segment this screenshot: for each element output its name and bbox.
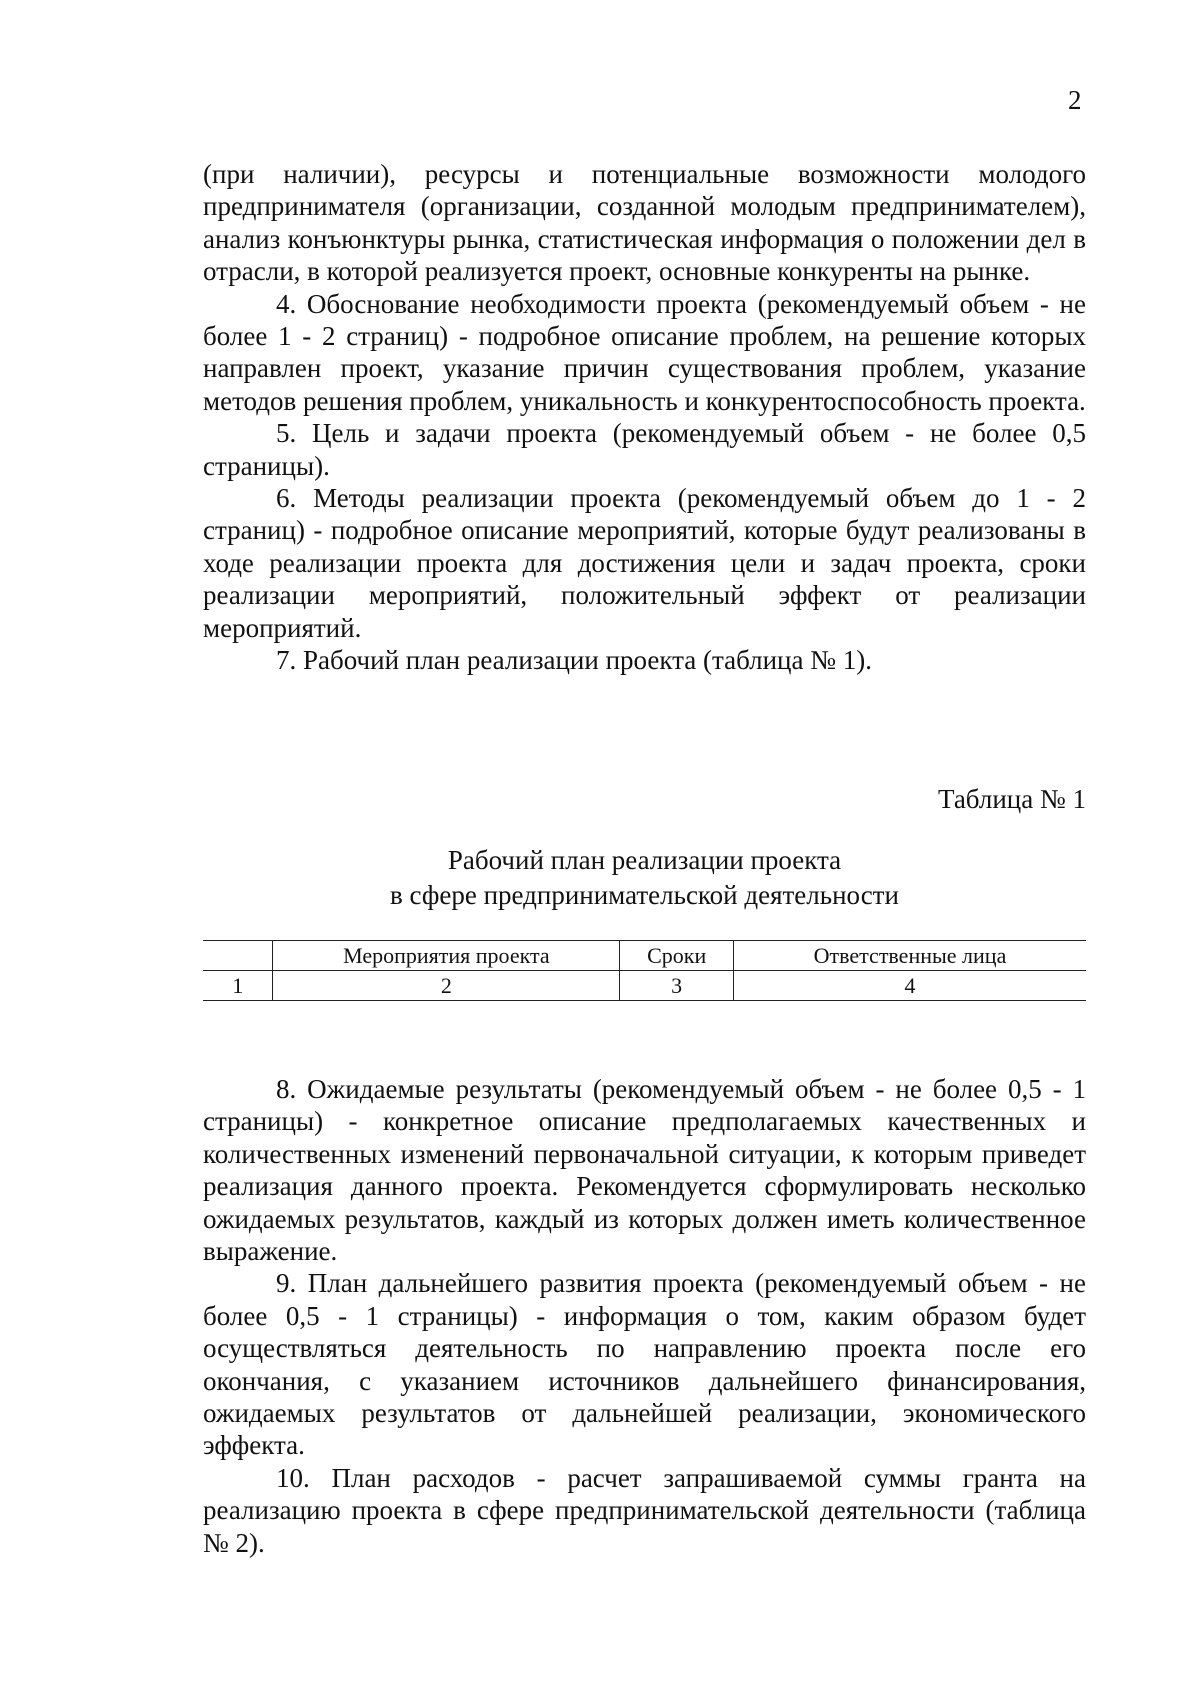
top-text-block [203,158,1086,677]
paragraph-item-4: 4. Обоснование необходимости проекта (рекомендуемый объем - не более 1 - 2 страниц) - подробное описание проблем, на решение которых направлен проект, указание причин существования проблем, указание методов решения проблем, уникальность и конкурентоспособность проекта. [203,288,1086,416]
paragraph-item-5: 5. Цель и задачи проекта (рекомендуемый объем - не более 0,5 страницы). [203,418,1086,481]
paragraph-item-6: 6. Методы реализации проекта (рекомендуемый объем до 1 - 2 страниц) - подробное описание мероприятий, которые будут реализованы в ходе реализации проекта для достижения цели и задач проекта, сроки реализации мероприятий, положительный эффект от реализации мероприятий. [203,483,1086,643]
table-title-line-1: Рабочий план реализации проекта [447,845,842,875]
header-cell-number [203,941,273,971]
table-cell: 4 [733,971,1086,1001]
paragraph-continuation: (при наличии), ресурсы и потенциальные возможности молодого предпринимателя (организации, созданной молодым предпринимателем), анализ конъюнктуры рынка, статистическая информация о положении дел в отрасли, в которой реализуется проект, основные конкуренты на рынке. [203,159,1086,287]
paragraph-item-10: 10. План расходов - расчет запрашиваемой суммы гранта на реализацию проекта в сфере предпринимательской деятельности (таблица № 2). [203,1462,1086,1558]
paragraph-item-9: 9. План дальнейшего развития проекта (рекомендуемый объем - не более 0,5 - 1 страницы) - информация о том, каким образом будет осуществляться деятельность по направлению проекта после его окончания, с указанием источников дальнейшего финансирования, ожидаемых результатов от дальнейшей реализации, экономического эффекта. [203,1268,1086,1461]
table-cell: 2 [273,971,620,1001]
work-plan-table [203,940,1086,1001]
paragraph-item-7: 7. Рабочий план реализации проекта (таблица № 1). [276,645,872,676]
paragraph-item-8: 8. Ожидаемые результаты (рекомендуемый объем - не более 0,5 - 1 страницы) - конкретное описание предполагаемых качественных и количественных изменений первоначальной ситуации, к которым приведет реализация данного проекта. Рекомендуется сформулировать несколько ожидаемых результатов, каждый из которых должен иметь количественное выражение. [203,1074,1086,1267]
table-number-row [203,971,1086,1001]
table-header-row [203,941,1086,971]
page-number: 2 [1068,85,1082,115]
table-label: Таблица № 1 [938,784,1086,814]
header-cell-deadlines: Сроки [620,941,734,971]
bottom-text-block [203,1073,1086,1559]
table-cell: 1 [203,971,273,1001]
table-title-line-2: в сфере предпринимательской деятельности [390,880,899,910]
table-title [203,843,1086,913]
table-cell: 3 [620,971,734,1001]
header-cell-responsible: Ответственные лица [733,941,1086,971]
header-cell-activities: Мероприятия проекта [273,941,620,971]
